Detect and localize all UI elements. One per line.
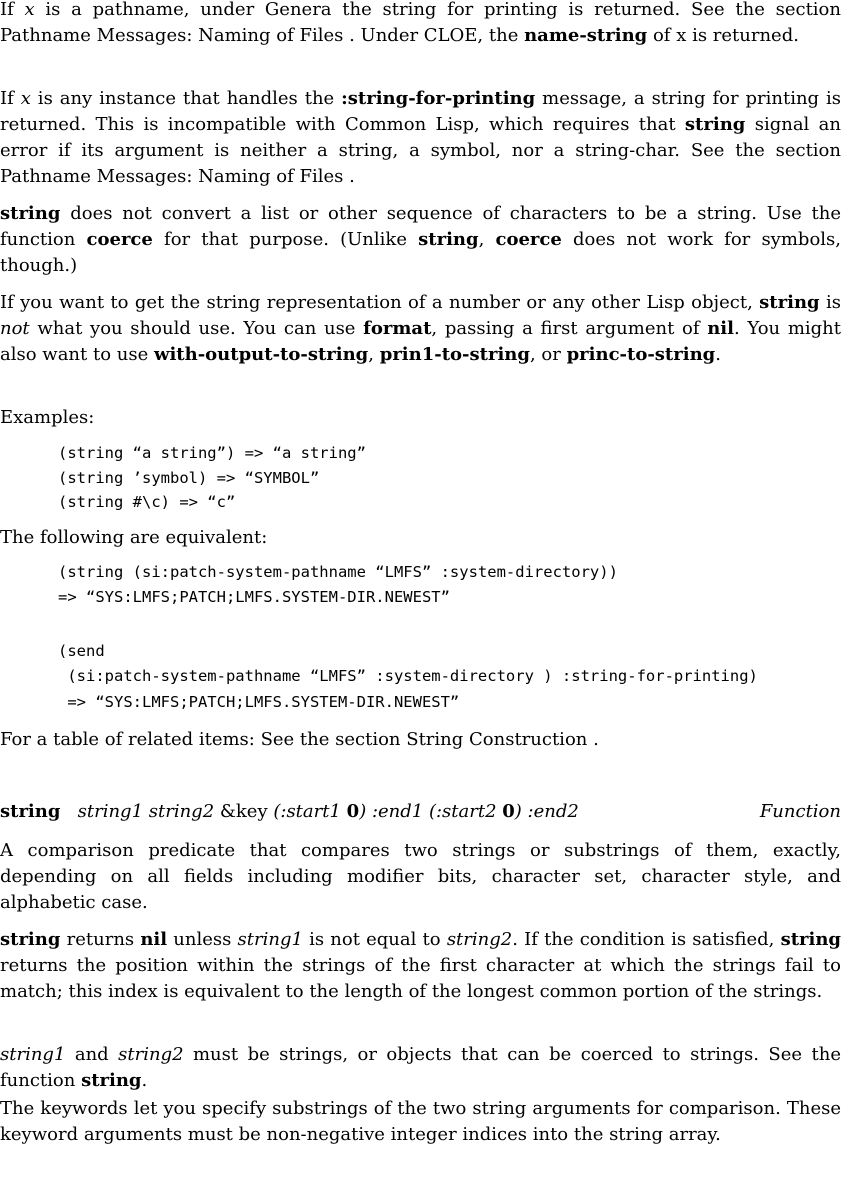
term-string: string bbox=[684, 114, 746, 135]
function-signature bbox=[0, 799, 841, 825]
code-line: (si:patch-system-pathname “LMFS” :system-directory ) :string-for-printing) bbox=[58, 667, 758, 685]
term-string: string bbox=[759, 292, 820, 313]
arg-string1: string1 bbox=[0, 1044, 66, 1065]
term-format: format bbox=[363, 318, 432, 339]
text-run: If you want to get the string representation of a number or any other Lisp object, bbox=[0, 292, 760, 313]
term-nil: nil bbox=[140, 929, 168, 950]
text-run: , or bbox=[529, 344, 567, 365]
code-line: (string (si:patch-system-pathname “LMFS” :system-directory)) bbox=[58, 563, 618, 581]
text-run: of x is returned. bbox=[647, 25, 799, 46]
default-value: 0 bbox=[502, 801, 515, 822]
text-run: , bbox=[478, 229, 496, 250]
text-run: signal an error if its argument is neither a string, a symbol, nor a string-char. See the section Pathname Messages: Naming of Files . bbox=[0, 114, 841, 187]
function-name: string bbox=[0, 801, 61, 822]
example-line: (string ’symbol) => “SYMBOL” bbox=[58, 469, 320, 487]
arg-string2: string2 bbox=[446, 929, 513, 950]
term-princ-to-string: princ-to-string bbox=[566, 344, 716, 365]
term-string: string bbox=[418, 229, 479, 250]
function-args: string1 string2 bbox=[77, 801, 215, 822]
text-run: unless bbox=[167, 929, 238, 950]
paragraph-string-for-printing bbox=[0, 86, 841, 190]
lambda-keyword: &key bbox=[214, 801, 274, 822]
term-string: string bbox=[81, 1070, 142, 1091]
paragraph-coerce bbox=[0, 201, 841, 279]
text-run: . If the condition is satisfied, bbox=[512, 929, 781, 950]
paragraph-returns bbox=[0, 927, 841, 1005]
term-coerce: coerce bbox=[86, 229, 153, 250]
text-run: is not equal to bbox=[302, 929, 447, 950]
text-run: for that purpose. (Unlike bbox=[152, 229, 419, 250]
term-prin1-to-string: prin1-to-string bbox=[379, 344, 530, 365]
var-x: x bbox=[20, 88, 31, 109]
code-line: (send bbox=[58, 642, 105, 660]
text-run: If bbox=[0, 0, 25, 20]
text-run: . You might also want to use bbox=[0, 318, 841, 365]
function-args: ) :end2 bbox=[514, 801, 579, 822]
text-run: does not work for symbols, though.) bbox=[0, 229, 841, 276]
paragraph-representation bbox=[0, 290, 841, 368]
text-run: what you should use. You can use bbox=[29, 318, 364, 339]
paragraph-args bbox=[0, 1042, 841, 1094]
paragraph-keywords: The keywords let you specify substrings of the two string arguments for comparison. These keyword arguments must be non-negative integer indices into the string array. bbox=[0, 1098, 841, 1145]
example-line: (string “a string”) => “a string” bbox=[58, 444, 366, 462]
function-args: (:start1 bbox=[273, 801, 347, 822]
function-kind-label: Function bbox=[759, 801, 841, 822]
term-nil: nil bbox=[707, 318, 734, 339]
example-line: (string #\c) => “c” bbox=[58, 493, 236, 511]
text-run: , passing a first argument of bbox=[431, 318, 708, 339]
term-string: string bbox=[0, 929, 61, 950]
arg-string2: string2 bbox=[118, 1044, 184, 1065]
arg-string1: string1 bbox=[237, 929, 303, 950]
text-run: returns bbox=[60, 929, 141, 950]
text-run: is bbox=[819, 292, 841, 313]
text-run: is any instance that handles the bbox=[30, 88, 342, 109]
term-name-string: name-string bbox=[524, 25, 648, 46]
text-run: and bbox=[65, 1044, 119, 1065]
default-value: 0 bbox=[346, 801, 360, 822]
text-run: . bbox=[141, 1070, 148, 1091]
text-run: returns the position within the strings of the first character at which the strings fail to match; this index is equivalent to the length of the longest common portion of the strings. bbox=[0, 955, 841, 1002]
term-with-output-to-string: with-output-to-string bbox=[153, 344, 369, 365]
text-run: , bbox=[368, 344, 380, 365]
code-line: => “SYS:LMFS;PATCH;LMFS.SYSTEM-DIR.NEWEST” bbox=[58, 693, 460, 711]
term-coerce: coerce bbox=[495, 229, 562, 250]
text-run: is a pathname, under Genera the string for printing is returned. See the section Pathname Messages: Naming of Files . Under CLOE, the bbox=[0, 0, 841, 46]
equivalent-label: The following are equivalent: bbox=[0, 527, 268, 548]
term-string-for-printing: :string-for-printing bbox=[341, 88, 536, 109]
term-string: string bbox=[780, 929, 842, 950]
examples-label: Examples: bbox=[0, 407, 95, 428]
paragraph-pathname bbox=[0, 0, 841, 49]
paragraph-description: A comparison predicate that compares two strings or substrings of them, exactly, depending on all fields including modifier bits, character set, character style, and alphabetic case. bbox=[0, 840, 841, 913]
text-run: message, a string for printing is returned. This is incompatible with Common Lisp, which requires that bbox=[0, 88, 841, 135]
related-items-link[interactable]: For a table of related items: See the section String Construction . bbox=[0, 729, 599, 750]
text-run: must be strings, or objects that can be coerced to strings. See the function bbox=[0, 1044, 841, 1091]
var-x: x bbox=[24, 0, 35, 20]
emphasis-not: not bbox=[0, 318, 30, 339]
term-string: string bbox=[0, 203, 61, 224]
text-run: If bbox=[0, 88, 21, 109]
code-line: => “SYS:LMFS;PATCH;LMFS.SYSTEM-DIR.NEWEST” bbox=[58, 588, 450, 606]
function-args: ) :end1 (:start2 bbox=[359, 801, 503, 822]
text-run: does not convert a list or other sequence of characters to be a string. Use the function bbox=[0, 203, 841, 250]
text-run: . bbox=[715, 344, 721, 365]
